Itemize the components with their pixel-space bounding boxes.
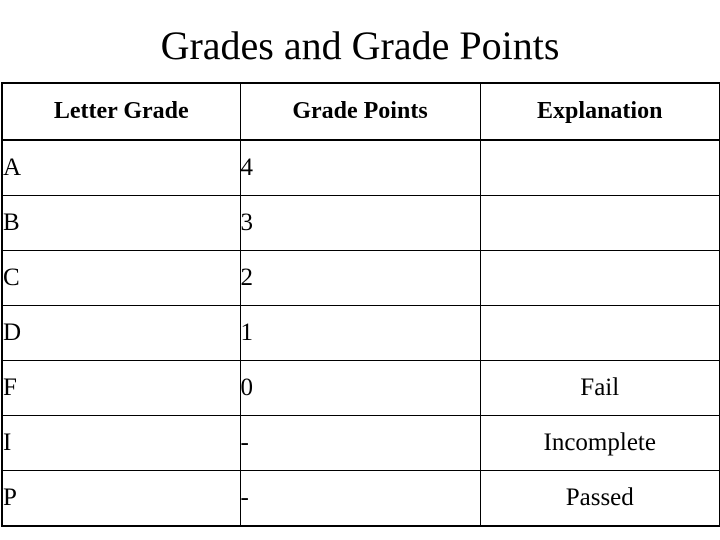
letter-grade-cell: B xyxy=(2,196,240,251)
grade-points-cell: 2 xyxy=(240,251,480,306)
explanation-cell: Incomplete xyxy=(480,416,720,471)
table-row xyxy=(2,251,720,306)
explanation-cell: Passed xyxy=(480,471,720,527)
page-title: Grades and Grade Points xyxy=(160,23,560,68)
explanation-cell xyxy=(480,306,720,361)
letter-grade-cell: D xyxy=(2,306,240,361)
header-explanation: Explanation xyxy=(480,83,720,140)
letter-grade-cell: P xyxy=(2,471,240,527)
explanation-cell xyxy=(480,251,720,306)
letter-grade-cell: I xyxy=(2,416,240,471)
table-row xyxy=(2,196,720,251)
letter-grade-cell: F xyxy=(2,361,240,416)
header-grade-points: Grade Points xyxy=(240,83,480,140)
table-row xyxy=(2,471,720,527)
explanation-cell xyxy=(480,196,720,251)
table-body xyxy=(2,140,720,526)
table-row xyxy=(2,361,720,416)
explanation-cell: Fail xyxy=(480,361,720,416)
table-row xyxy=(2,140,720,196)
table-header xyxy=(2,83,720,140)
grade-points-cell: - xyxy=(240,416,480,471)
grades-table xyxy=(1,82,720,527)
grade-points-cell: 3 xyxy=(240,196,480,251)
table-row xyxy=(2,306,720,361)
table-row xyxy=(2,416,720,471)
grade-points-cell: 4 xyxy=(240,140,480,196)
grade-points-cell: 0 xyxy=(240,361,480,416)
explanation-cell xyxy=(480,140,720,196)
grade-points-cell: - xyxy=(240,471,480,527)
grade-points-cell: 1 xyxy=(240,306,480,361)
header-row xyxy=(2,83,720,140)
letter-grade-cell: A xyxy=(2,140,240,196)
header-letter-grade: Letter Grade xyxy=(2,83,240,140)
letter-grade-cell: C xyxy=(2,251,240,306)
